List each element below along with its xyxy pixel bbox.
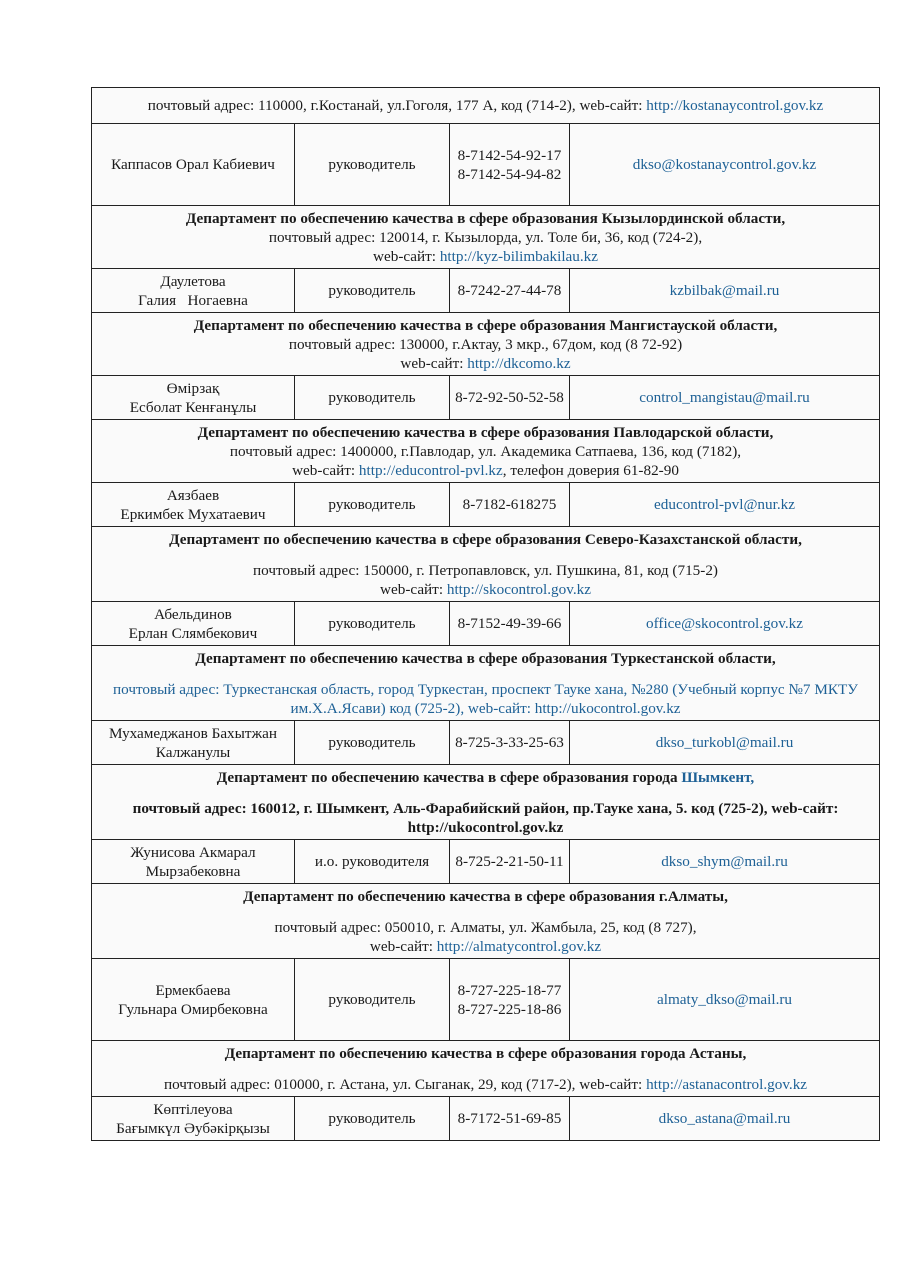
dept-info [92, 1041, 880, 1097]
person-position: руководитель [295, 376, 450, 420]
name-line-2: Гульнара Омирбековна [118, 1000, 268, 1018]
dept-header-turkestan [92, 646, 880, 721]
dept-title-city: Шымкент, [681, 768, 755, 786]
web-label: web-сайт: [380, 580, 444, 598]
dept-address: почтовый адрес: 160012, г. Шымкент, Аль-Фарабийский район, пр.Тауке хана, 5. код (725-2), web-сайт: http://ukocontrol.gov.kz [132, 799, 839, 836]
dept-info [92, 884, 880, 959]
person-name [92, 483, 295, 527]
dept-title-prefix: Департамент по обеспечению качества в сфере образования города [216, 768, 678, 786]
person-position: руководитель [295, 483, 450, 527]
person-email-link[interactable]: dkso@kostanaycontrol.gov.kz [570, 124, 880, 206]
dept-info [92, 313, 880, 376]
name-line-1: Жунисова Акмарал [130, 843, 256, 861]
dept-website-link[interactable]: http://almatycontrol.gov.kz [436, 937, 602, 955]
dept-info [92, 420, 880, 483]
person-email-link[interactable]: almaty_dkso@mail.ru [570, 959, 880, 1041]
dept-header-kostanay [92, 88, 880, 124]
person-phone: 8-725-3-33-25-63 [450, 721, 570, 765]
person-row-astana [92, 1097, 880, 1141]
name-line-2: Ерлан Слямбекович [128, 624, 258, 642]
name-line-2: Галия Ногаевна [138, 291, 248, 309]
name-line-1: Мухамеджанов Бахытжан [108, 724, 278, 742]
dept-title: Департамент по обеспечению качества в сфере образования Павлодарской области, [197, 423, 774, 441]
person-email-link[interactable]: dkso_shym@mail.ru [570, 840, 880, 884]
person-phone: 8-7242-27-44-78 [450, 269, 570, 313]
person-phone: 8-7172-51-69-85 [450, 1097, 570, 1141]
person-row-north-kz [92, 602, 880, 646]
name-line-1: Даулетова [160, 272, 226, 290]
person-position: руководитель [295, 124, 450, 206]
dept-info [92, 527, 880, 602]
name-line-2: Еркимбек Мухатаевич [120, 505, 266, 523]
person-name: Каппасов Орал Кабиевич [92, 124, 295, 206]
person-name [92, 721, 295, 765]
person-name [92, 602, 295, 646]
person-position: руководитель [295, 269, 450, 313]
person-phone: 8-725-2-21-50-11 [450, 840, 570, 884]
person-phone [450, 959, 570, 1041]
dept-header-astana [92, 1041, 880, 1097]
person-row-mangistau [92, 376, 880, 420]
dept-title: Департамент по обеспечению качества в сфере образования Туркестанской области, [195, 649, 776, 667]
dept-title: Департамент по обеспечению качества в сфере образования Северо-Казахстанской области, [169, 530, 802, 548]
dept-website-link[interactable]: http://astanacontrol.gov.kz [646, 1075, 808, 1093]
dept-address: почтовый адрес: 120014, г. Кызылорда, ул. Толе би, 36, код (724-2), [268, 228, 703, 246]
person-position: руководитель [295, 1097, 450, 1141]
phone-2: 8-7142-54-94-82 [457, 165, 562, 183]
person-name [92, 840, 295, 884]
person-phone [450, 124, 570, 206]
person-phone: 8-72-92-50-52-58 [450, 376, 570, 420]
dept-header-shymkent [92, 765, 880, 840]
person-phone: 8-7182-618275 [450, 483, 570, 527]
web-label: web-сайт: [400, 354, 464, 372]
dept-title: Департамент по обеспечению качества в сфере образования г.Алматы, [243, 887, 728, 905]
phone-2: 8-727-225-18-86 [457, 1000, 562, 1018]
dept-title [96, 768, 875, 787]
name-line-1: Өмірзақ [166, 379, 220, 397]
person-row-pavlodar [92, 483, 880, 527]
dept-title: Департамент по обеспечению качества в сфере образования Мангистауской области, [193, 316, 778, 334]
dept-address: почтовый адрес: 110000, г.Костанай, ул.Гоголя, 177 А, код (714-2), web-сайт: [147, 97, 643, 114]
person-email-link[interactable]: office@skocontrol.gov.kz [570, 602, 880, 646]
person-email-link[interactable]: dkso_turkobl@mail.ru [570, 721, 880, 765]
name-line-2: Калжанулы [155, 743, 231, 761]
dept-title: Департамент по обеспечению качества в сфере образования города Астаны, [224, 1044, 747, 1062]
person-position: и.о. руководителя [295, 840, 450, 884]
dept-header-north-kz [92, 527, 880, 602]
dept-address: почтовый адрес: 050010, г. Алматы, ул. Жамбыла, 25, код (8 727), [274, 918, 697, 936]
dept-website-link[interactable]: http://kostanaycontrol.gov.kz [646, 97, 824, 114]
name-line-1: Абельдинов [154, 605, 232, 623]
name-line-2: Есболат Кенғанұлы [129, 398, 257, 416]
person-name [92, 959, 295, 1041]
phone-1: 8-7142-54-92-17 [457, 146, 562, 164]
person-row-turkestan [92, 721, 880, 765]
web-label: web-сайт: [369, 937, 433, 955]
person-email-link[interactable]: control_mangistau@mail.ru [570, 376, 880, 420]
person-email-link[interactable]: kzbilbak@mail.ru [570, 269, 880, 313]
directory-table [91, 87, 880, 1141]
dept-website-link[interactable]: http://kyz-bilimbakilau.kz [439, 247, 598, 265]
dept-header-mangistau [92, 313, 880, 376]
dept-address: почтовый адрес: 010000, г. Астана, ул. Сыганак, 29, код (717-2), web-сайт: [163, 1075, 643, 1093]
person-position: руководитель [295, 602, 450, 646]
dept-address: почтовый адрес: 150000, г. Петропавловск, ул. Пушкина, 81, код (715-2) [253, 561, 718, 579]
person-email-link[interactable]: dkso_astana@mail.ru [570, 1097, 880, 1141]
person-phone: 8-7152-49-39-66 [450, 602, 570, 646]
name-line-1: Ермекбаева [155, 981, 231, 999]
dept-address: почтовый адрес: 130000, г.Актау, 3 мкр., 67дом, код (8 72-92) [288, 335, 683, 353]
dept-header-kyzylorda [92, 206, 880, 269]
person-name [92, 1097, 295, 1141]
person-row-kostanay [92, 124, 880, 206]
person-row-kyzylorda [92, 269, 880, 313]
dept-info [92, 206, 880, 269]
phone-1: 8-727-225-18-77 [457, 981, 562, 999]
dept-title: Департамент по обеспечению качества в сфере образования Кызылординской области, [185, 209, 786, 227]
hotline: , телефон доверия 61-82-90 [502, 461, 679, 479]
web-label: web-сайт: [292, 461, 356, 479]
dept-info [92, 765, 880, 840]
dept-website-link[interactable]: http://dkcomo.kz [467, 354, 571, 372]
web-label: web-сайт: [373, 247, 437, 265]
person-position: руководитель [295, 721, 450, 765]
person-position: руководитель [295, 959, 450, 1041]
name-line-1: Аязбаев [166, 486, 220, 504]
name-line-2: Мырзабековна [145, 862, 241, 880]
dept-header-almaty [92, 884, 880, 959]
dept-address: почтовый адрес: 1400000, г.Павлодар, ул. Академика Сатпаева, 136, код (7182), [229, 442, 742, 460]
person-name [92, 269, 295, 313]
dept-website-link[interactable]: http://educontrol-pvl.kz [358, 461, 503, 479]
name-line-1: Көптілеуова [153, 1100, 233, 1118]
dept-address: почтовый адрес: Туркестанская область, город Туркестан, проспект Тауке хана, №280 (Учебный корпус №7 МКТУ им.Х.А.Ясави) код (725-2), web-сайт: http://ukocontrol.gov.kz [113, 680, 858, 717]
name-line-2: Бағымкүл Әубәкірқызы [116, 1119, 270, 1137]
dept-website-link[interactable]: http://skocontrol.gov.kz [446, 580, 591, 598]
dept-info [92, 88, 880, 124]
person-row-almaty [92, 959, 880, 1041]
person-name [92, 376, 295, 420]
person-row-shymkent [92, 840, 880, 884]
dept-header-pavlodar [92, 420, 880, 483]
person-email-link[interactable]: educontrol-pvl@nur.kz [570, 483, 880, 527]
dept-info [92, 646, 880, 721]
